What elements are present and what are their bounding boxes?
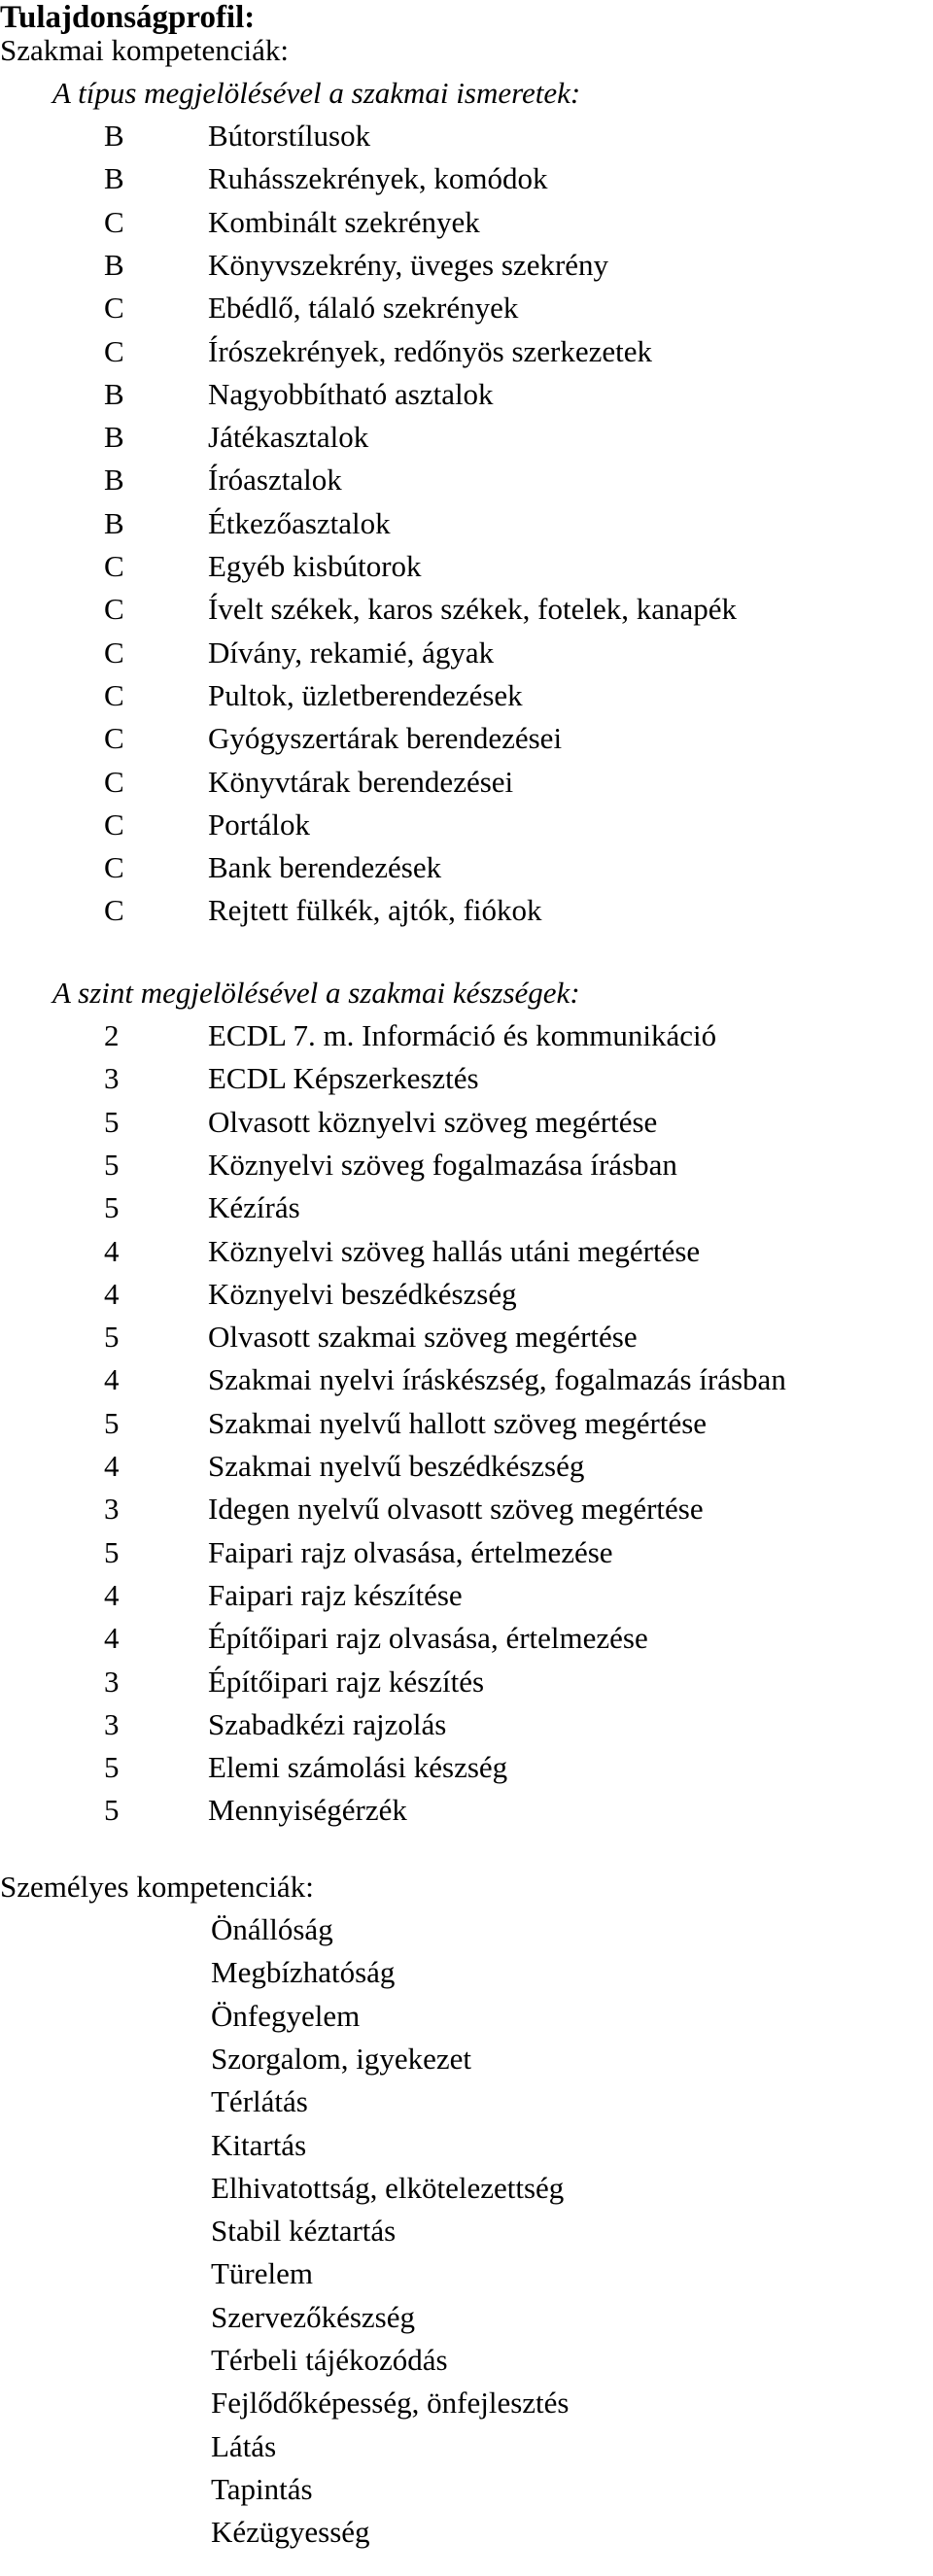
item-code: 5 xyxy=(104,1405,120,1440)
item-code: 4 xyxy=(104,1621,120,1656)
item-label: Kitartás xyxy=(211,2127,307,2162)
item-code: 3 xyxy=(104,1492,120,1527)
item-code: 2 xyxy=(104,1018,120,1052)
item-label: Szakmai nyelvű beszédkészség xyxy=(208,1449,585,1483)
item-label: Elemi számolási készség xyxy=(208,1750,508,1785)
item-code: B xyxy=(104,247,124,282)
item-code: 5 xyxy=(104,1750,120,1785)
item-code: C xyxy=(104,635,124,670)
item-code: C xyxy=(104,549,124,583)
item-label: ECDL Képszerkesztés xyxy=(208,1061,479,1096)
item-code: C xyxy=(104,333,124,368)
item-label: Idegen nyelvű olvasott szöveg megértése xyxy=(208,1492,704,1527)
item-code: 4 xyxy=(104,1276,120,1311)
item-label: Térlátás xyxy=(211,2084,308,2119)
item-code: 5 xyxy=(104,1190,120,1225)
item-code: B xyxy=(104,161,124,196)
item-label: Szervezőkészség xyxy=(211,2299,416,2334)
item-label: Kombinált szekrények xyxy=(208,204,480,239)
item-label: Önfegyelem xyxy=(211,1998,361,2033)
item-label: Stabil kéztartás xyxy=(211,2214,397,2249)
item-label: Köznyelvi szöveg fogalmazása írásban xyxy=(208,1147,677,1182)
knowledge-heading: A típus megjelölésével a szakmai ismeretek: xyxy=(52,76,581,110)
item-label: Portálok xyxy=(208,807,311,841)
item-label: Szabadkézi rajzolás xyxy=(208,1706,447,1741)
item-code: C xyxy=(104,850,124,885)
item-code: B xyxy=(104,463,124,498)
item-label: Tapintás xyxy=(211,2471,313,2506)
item-label: Fejlődőképesség, önfejlesztés xyxy=(211,2386,570,2421)
item-label: Ebédlő, tálaló szekrények xyxy=(208,291,519,326)
item-label: Mennyiségérzék xyxy=(208,1793,407,1828)
item-label: ECDL 7. m. Információ és kommunikáció xyxy=(208,1018,717,1052)
item-label: Köznyelvi beszédkészség xyxy=(208,1276,517,1311)
item-code: B xyxy=(104,420,124,455)
item-label: Megbízhatóság xyxy=(211,1955,396,1990)
item-label: Szorgalom, igyekezet xyxy=(211,2041,472,2076)
item-label: Szakmai nyelvű hallott szöveg megértése xyxy=(208,1405,708,1440)
item-label: Faipari rajz olvasása, értelmezése xyxy=(208,1534,613,1569)
skills-heading: A szint megjelölésével a szakmai készségek: xyxy=(52,976,580,1010)
item-label: Kézügyesség xyxy=(211,2515,370,2550)
item-label: Építőipari rajz készítés xyxy=(208,1664,485,1699)
item-label: Gyógyszertárak berendezései xyxy=(208,721,563,756)
item-label: Írószekrények, redőnyös szerkezetek xyxy=(208,333,653,368)
item-label: Olvasott szakmai szöveg megértése xyxy=(208,1320,638,1355)
item-code: B xyxy=(104,376,124,411)
item-label: Ruhásszekrények, komódok xyxy=(208,161,548,196)
item-code: C xyxy=(104,204,124,239)
item-label: Bútorstílusok xyxy=(208,119,371,153)
item-code: 4 xyxy=(104,1449,120,1483)
item-label: Bank berendezések xyxy=(208,850,442,885)
item-code: C xyxy=(104,764,124,799)
item-label: Dívány, rekamié, ágyak xyxy=(208,635,495,670)
item-label: Olvasott köznyelvi szöveg megértése xyxy=(208,1104,658,1139)
item-label: Faipari rajz készítése xyxy=(208,1577,463,1612)
item-label: Türelem xyxy=(211,2256,314,2291)
personal-heading: Személyes kompetenciák: xyxy=(0,1870,314,1904)
item-label: Íróasztalok xyxy=(208,463,342,498)
item-code: C xyxy=(104,592,124,627)
item-label: Kézírás xyxy=(208,1190,300,1225)
item-label: Pultok, üzletberendezések xyxy=(208,677,523,712)
item-label: Nagyobbítható asztalok xyxy=(208,376,494,411)
item-code: 3 xyxy=(104,1664,120,1699)
item-label: Rejtett fülkék, ajtók, fiókok xyxy=(208,893,542,928)
item-label: Térbeli tájékozódás xyxy=(211,2343,448,2377)
item-code: B xyxy=(104,505,124,540)
item-label: Egyéb kisbútorok xyxy=(208,549,422,583)
item-label: Elhivatottság, elkötelezettség xyxy=(211,2170,565,2205)
item-label: Köznyelvi szöveg hallás utáni megértése xyxy=(208,1233,701,1268)
item-code: C xyxy=(104,721,124,756)
item-code: C xyxy=(104,893,124,928)
item-label: Könyvszekrény, üveges szekrény xyxy=(208,247,609,282)
item-label: Könyvtárak berendezései xyxy=(208,764,514,799)
item-code: 5 xyxy=(104,1793,120,1828)
item-label: Étkezőasztalok xyxy=(208,505,391,540)
item-label: Ívelt székek, karos székek, fotelek, kanapék xyxy=(208,592,737,627)
item-label: Látás xyxy=(211,2428,277,2463)
item-code: B xyxy=(104,119,124,153)
document-title: Tulajdonságprofil: xyxy=(0,0,256,35)
professional-heading: Szakmai kompetenciák: xyxy=(0,33,289,67)
item-label: Építőipari rajz olvasása, értelmezése xyxy=(208,1621,648,1656)
item-code: 5 xyxy=(104,1147,120,1182)
item-code: 4 xyxy=(104,1577,120,1612)
item-label: Önállóság xyxy=(211,1912,333,1946)
item-code: 3 xyxy=(104,1706,120,1741)
item-code: 4 xyxy=(104,1233,120,1268)
item-code: 5 xyxy=(104,1104,120,1139)
item-label: Szakmai nyelvi íráskészség, fogalmazás írásban xyxy=(208,1362,786,1397)
item-code: 4 xyxy=(104,1362,120,1397)
item-label: Játékasztalok xyxy=(208,420,369,455)
item-code: 5 xyxy=(104,1534,120,1569)
item-code: 5 xyxy=(104,1320,120,1355)
item-code: 3 xyxy=(104,1061,120,1096)
item-code: C xyxy=(104,807,124,841)
item-code: C xyxy=(104,677,124,712)
item-code: C xyxy=(104,291,124,326)
